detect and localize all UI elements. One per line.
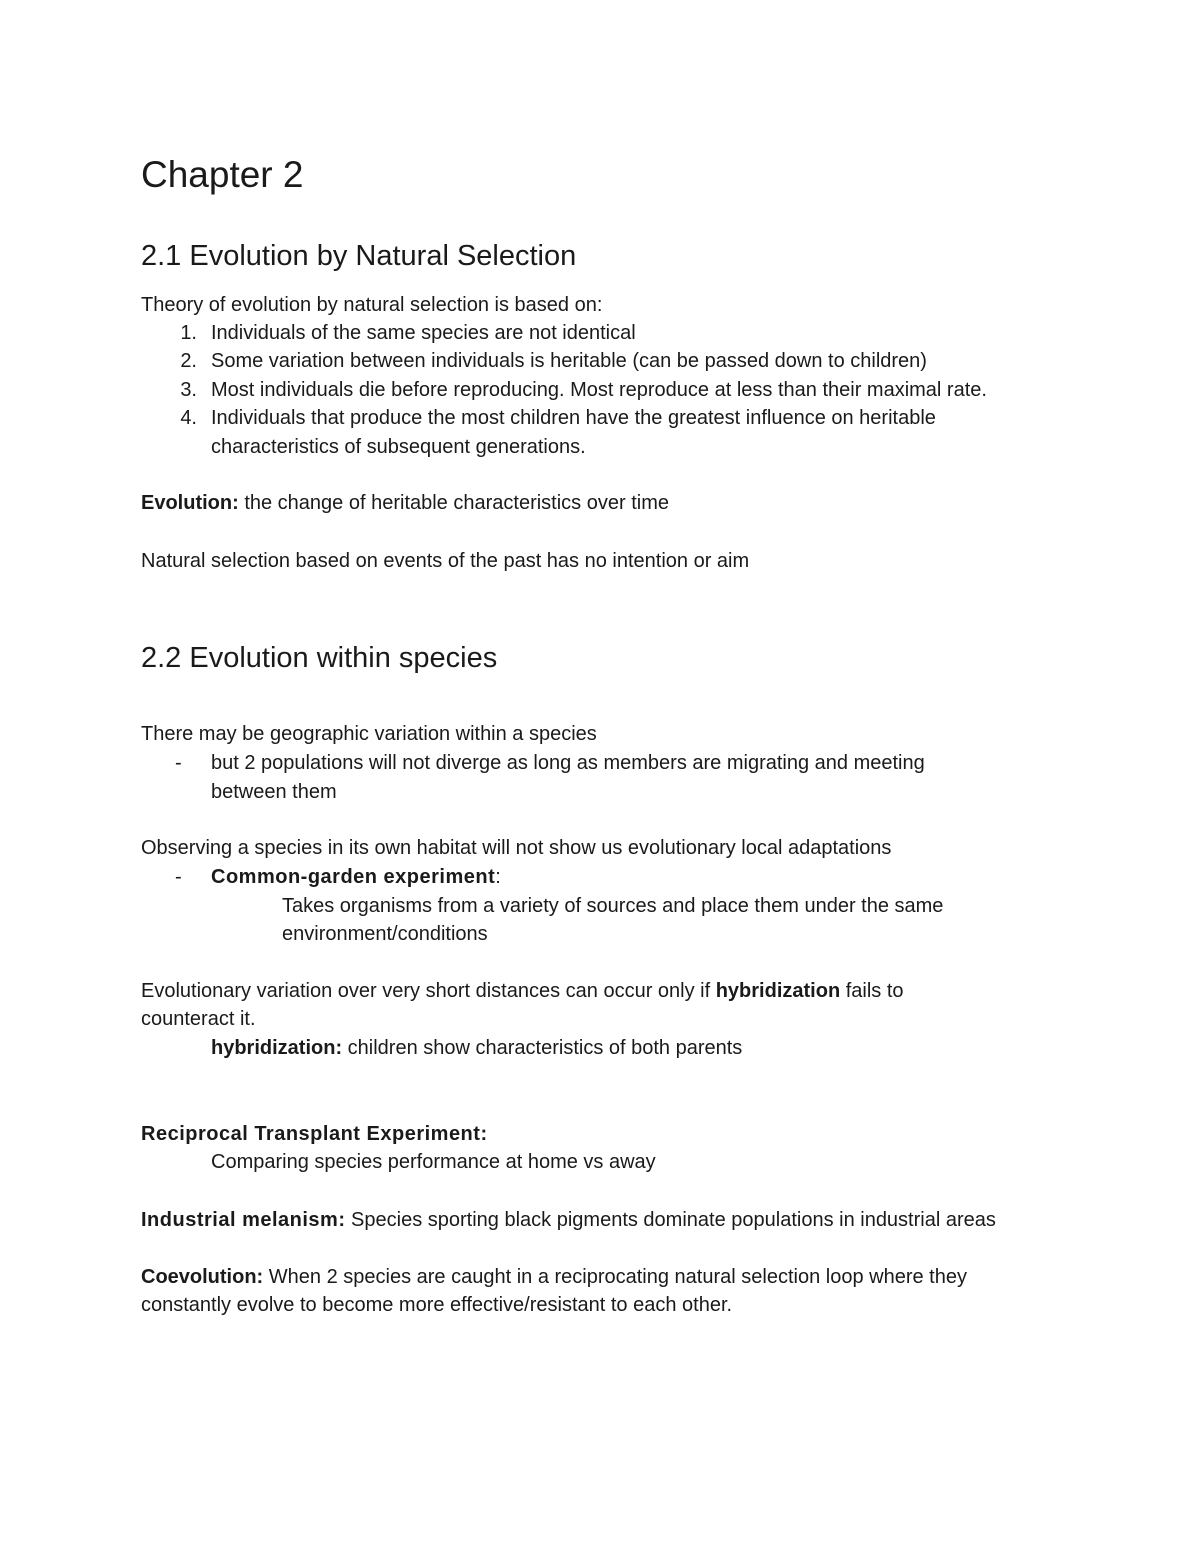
- list-number: 2.: [180, 350, 197, 372]
- hybridization-definition: hybridization: children show characteristics of both parents: [211, 1037, 743, 1059]
- common-garden-definition-continued: environment/conditions: [282, 923, 488, 945]
- list-item: Some variation between individuals is heritable (can be passed down to children): [211, 350, 927, 372]
- reciprocal-transplant-definition: Comparing species performance at home vs away: [211, 1151, 656, 1173]
- evolutionary-variation-continued: counteract it.: [141, 1008, 256, 1030]
- chapter-title: Chapter 2: [141, 154, 304, 195]
- geographic-variation: There may be geographic variation within a species: [141, 723, 597, 745]
- term-evolution: Evolution:: [141, 492, 239, 514]
- bullet-text: but 2 populations will not diverge as long as members are migrating and meeting: [211, 752, 925, 774]
- list-number: 1.: [180, 322, 197, 344]
- common-garden-line: Common-garden experiment:: [211, 866, 501, 888]
- list-item: Individuals of the same species are not identical: [211, 322, 636, 344]
- term-industrial-melanism: Industrial melanism:: [141, 1209, 346, 1231]
- bullet-text-continued: between them: [211, 781, 337, 803]
- term-coevolution: Coevolution:: [141, 1266, 264, 1288]
- common-garden-definition: Takes organisms from a variety of sources and place them under the same: [282, 895, 944, 917]
- theory-intro: Theory of evolution by natural selection is based on:: [141, 294, 603, 316]
- list-number: 3.: [180, 379, 197, 401]
- section-heading-2-1: 2.1 Evolution by Natural Selection: [141, 240, 577, 272]
- term-hybridization: hybridization:: [211, 1037, 343, 1059]
- coevolution-definition-continued: constantly evolve to become more effective/resistant to each other.: [141, 1294, 733, 1316]
- list-number: 4.: [180, 407, 197, 429]
- term-common-garden: Common-garden experiment: [211, 866, 496, 888]
- list-item: Most individuals die before reproducing. Most reproduce at less than their maximal rate.: [211, 379, 987, 401]
- bullet-dash: -: [175, 752, 182, 774]
- evolution-definition: [141, 489, 669, 517]
- bullet-dash: -: [175, 866, 182, 888]
- observing-statement: Observing a species in its own habitat will not show us evolutionary local adaptations: [141, 837, 892, 859]
- evolutionary-variation: Evolutionary variation over very short distances can occur only if hybridization fails to: [141, 980, 904, 1002]
- natural-selection-note: Natural selection based on events of the past has no intention or aim: [141, 550, 750, 572]
- list-item-continued: characteristics of subsequent generations.: [211, 436, 586, 458]
- document-page: [141, 0, 1081, 1553]
- section-heading-2-2: 2.2 Evolution within species: [141, 642, 498, 674]
- coevolution-definition: Coevolution: When 2 species are caught in a reciprocating natural selection loop where they: [141, 1266, 967, 1288]
- reciprocal-transplant-term: Reciprocal Transplant Experiment:: [141, 1123, 488, 1145]
- list-item: Individuals that produce the most children have the greatest influence on heritable: [211, 407, 936, 429]
- industrial-melanism-definition: Industrial melanism: Species sporting black pigments dominate populations in industrial areas: [141, 1209, 996, 1231]
- definition-text: the change of heritable characteristics over time: [238, 492, 669, 514]
- term-hybridization-inline: hybridization: [715, 980, 841, 1002]
